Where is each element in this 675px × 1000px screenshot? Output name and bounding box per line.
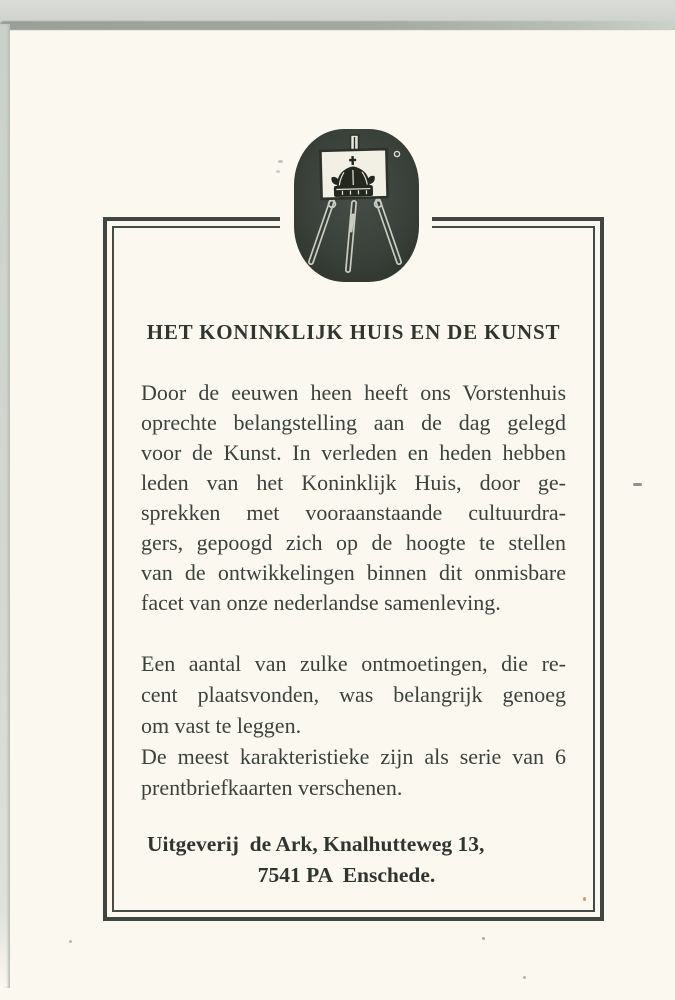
text-line: facet van onze nederlandse samenleving.: [141, 590, 501, 615]
text-line: gers, gepoogd zich op de hoogte te stellen: [141, 530, 566, 555]
text-line: cent plaatsvonden, was belangrijk genoeg: [141, 682, 566, 707]
scan-edge-left: [0, 24, 10, 988]
scan-speck: [523, 976, 526, 979]
text-line: prentbriefkaarten verschenen.: [141, 775, 403, 800]
text-line: oprechte belangstelling aan de dag gelegd: [141, 410, 566, 435]
easel-with-crown-icon: [292, 127, 421, 284]
text-line: van de ontwikkelingen binnen dit onmisbare: [141, 560, 566, 585]
text-line: voor de Kunst. In verleden en heden hebben: [141, 440, 566, 465]
paragraph-postcard-series: [141, 648, 566, 803]
publisher-address: [141, 829, 566, 891]
text-line: leden van het Koninklijk Huis, door ge-: [141, 470, 566, 495]
scan-speck: [276, 170, 280, 173]
text-line: Door de eeuwen heen heeft ons Vorstenhuis: [141, 380, 566, 405]
publisher-line: Uitgeverij de Ark, Knalhutteweg 13,: [147, 832, 485, 856]
scan-speck: [482, 937, 485, 940]
text-line: sprekken met vooraanstaande cultuurdra-: [141, 500, 566, 525]
paragraph-royal-house: [141, 378, 566, 618]
publisher-city-line: 7541 PA Enschede.: [257, 863, 436, 887]
scan-speck: [583, 897, 586, 901]
text-line: De meest karakteristieke zijn als serie van 6: [141, 744, 566, 769]
scan-speck: [278, 160, 283, 163]
scan-speck: [633, 483, 642, 486]
scan-edge-top-streak: [0, 21, 675, 30]
scan-speck: [69, 940, 72, 943]
page-title: HET KONINKLIJK HUIS EN DE KUNST: [146, 320, 561, 344]
text-line: Een aantal van zulke ontmoetingen, die re-: [141, 651, 566, 676]
text-line: om vast te leggen.: [141, 713, 302, 738]
